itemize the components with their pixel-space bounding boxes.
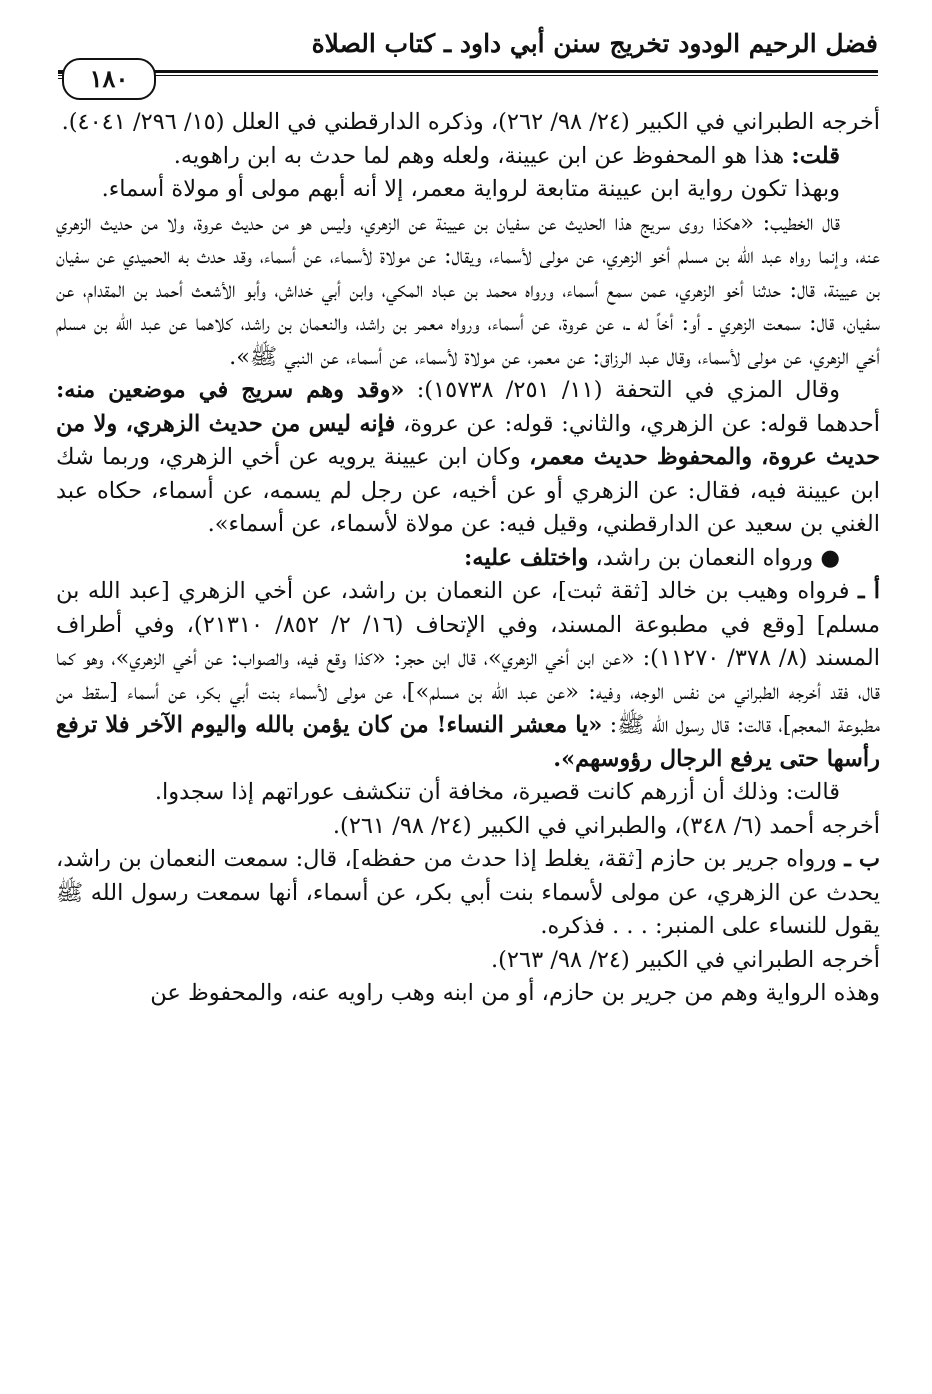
paragraph: أ ـ فرواه وهيب بن خالد [ثقة ثبت]، عن النعمان بن راشد، عن أخي الزهري [عبد الله بن مسلم] [وقع في مطبوعة المسند، وفي الإتحاف (١٦/ ٢/ ٨٥٢/ ٢١٣١٠)، وفي أطراف المسند (٨/ ٣٧٨/ ١١٢٧٠): «عن ابن أخي الزهري»، قال ابن حجر: «كذا وقع فيه، والصواب: عن أخي الزهري»، وهو كما قال، فقد أخرجه الطبراني من نفس الوجه، وفيه: «عن عبد الله بن مسلم»]، عن مولى لأسماء بنت أبي بكر، عن أسماء [سقط من مطبوعة المعجم]، قالت: قال رسول الله ﷺ: «يا معشر النساء! من كان يؤمن بالله واليوم الآخر فلا ترفع رأسها حتى يرفع الرجال رؤوسهم». [56, 578, 881, 772]
paragraph: ● ورواه النعمان بن راشد، واختلف عليه: [463, 544, 840, 571]
paragraph: أخرجه الطبراني في الكبير (٢٤/ ٩٨/ ٢٦٢)، وذكره الدارقطني في العلل (١٥/ ٢٩٦/ ٤٠٤١). [61, 109, 880, 135]
paragraph: ب ـ ورواه جرير بن حازم [ثقة، يغلط إذا حدث من حفظه]، قال: سمعت النعمان بن راشد، يحدث عن الزهري، عن مولى لأسماء بنت أبي بكر، عن أسماء، أنها سمعت رسول الله ﷺ يقول للنساء على المنبر: . . . فذكره. [56, 846, 880, 939]
paragraph: أخرجه الطبراني في الكبير (٢٤/ ٩٨/ ٢٦٣). [490, 946, 880, 973]
paragraph: قال الخطيب: «هكذا روى سريج هذا الحديث عن سفيان بن عيينة عن الزهري، وليس هو من حديث عروة، ولا من حديث الزهري عنه، وإنما رواه عبد الله بن مسلم أخو الزهري، عن مولى لأسماء، ويقال: عن مولاة لأسماء، عن أسماء، وقد حدث به الحميدي عن سفيان بن عيينة، قال: حدثنا أخو الزهري، عمن سمع أسماء، ورواه محمد بن عباد المكي، وابن أبي خداش، وأبو الأشعث أحمد بن المقدام، عن سفيان، قال: سمعت الزهري ـ أو: أخاً له ـ، عن عروة، عن أسماء، ورواه معمر بن راشد، والنعمان بن راشد، كلاهما عن عبد الله بن مسلم أخي الزهري، عن مولى لأسماء، وقال عبد الرزاق: عن معمر، عن مولاة لأسماء، عن أسماء، عن النبي ﷺ». [56, 209, 880, 370]
running-header [58, 28, 878, 118]
header-title: فضل الرحيم الودود تخريج سنن أبي داود ـ كتاب الصلاة [311, 29, 878, 58]
paragraph: قلت: هذا هو المحفوظ عن ابن عيينة، ولعله وهم لما حدث به ابن راهويه. [173, 142, 840, 169]
paragraph: أخرجه أحمد (٦/ ٣٤٨)، والطبراني في الكبير (٢٤/ ٩٨/ ٢٦١). [332, 812, 880, 839]
body-text [56, 106, 880, 1011]
paragraph: وبهذا تكون رواية ابن عيينة متابعة لرواية معمر، إلا أنه أبهم مولى أو مولاة أسماء. [101, 176, 840, 202]
header-rule [58, 70, 878, 73]
header-rule-thin [58, 75, 878, 76]
paragraph: قالت: وذلك أن أزرهم كانت قصيرة، مخافة أن تنكشف عوراتهم إذا سجدوا. [154, 779, 840, 805]
page-number: ١٨٠ [62, 58, 156, 100]
paragraph: وقال المزي في التحفة (١١/ ٢٥١/ ١٥٧٣٨): «وقد وهم سريج في موضعين منه: أحدهما قوله: عن الزهري، والثاني: قوله: عن عروة، فإنه ليس من حديث الزهري، ولا من حديث عروة، والمحفوظ حديث معمر، وكان ابن عيينة يرويه عن أخي الزهري، وربما شك ابن عيينة فيه، فقال: عن الزهري أو عن أخيه، عن رجل لم يسمه، عن أسماء، حكاه عبد الغني بن سعيد عن الدارقطني، وقيل فيه: عن مولاة لأسماء، عن أسماء». [56, 377, 881, 537]
paragraph: وهذه الرواية وهم من جرير بن حازم، أو من ابنه وهب راويه عنه، والمحفوظ عن [150, 980, 880, 1006]
qultu-lead: قلت: [791, 142, 840, 169]
